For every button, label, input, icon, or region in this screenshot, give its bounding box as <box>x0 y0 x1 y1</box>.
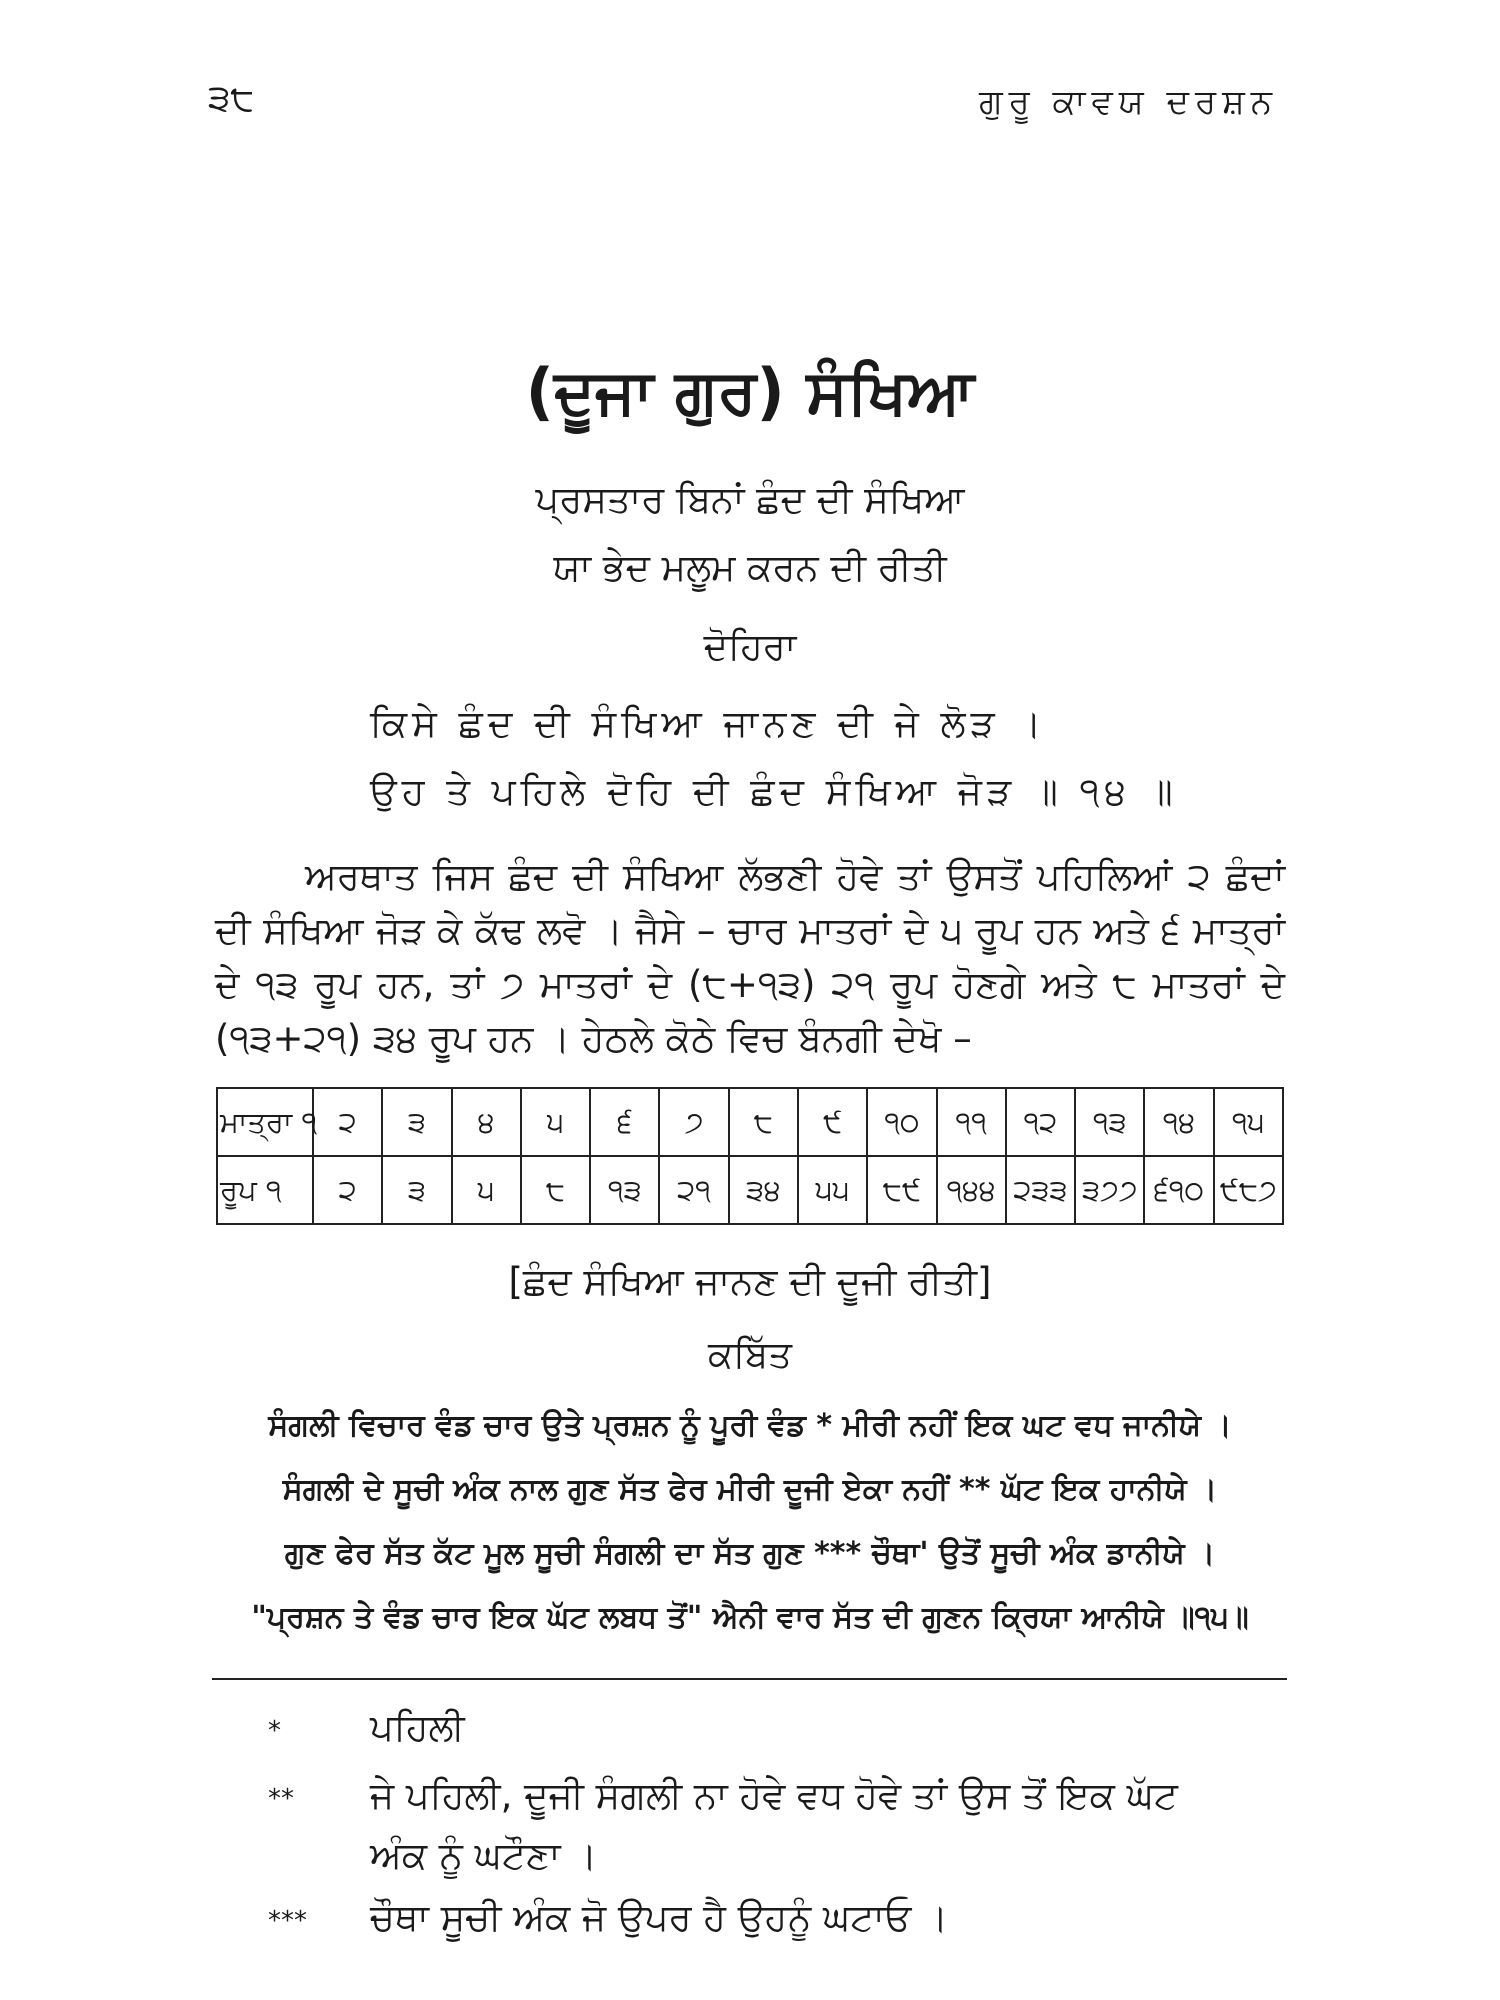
table-cell: ੨੩੩ <box>1006 1156 1075 1224</box>
kabit-line-4: "ਪ੍ਰਸ਼ਨ ਤੇ ਵੰਡ ਚਾਰ ਇਕ ਘੱਟ ਲਬਧ ਤੋਂ" ਐਨੀ ਵਾਰ ਸੱਤ ਦੀ ਗੁਣਨ ਕ੍ਰਿਯਾ ਆਨੀਯੇ ॥੧੫॥ <box>251 1600 1249 1635</box>
table-cell: ੩ <box>382 1156 451 1224</box>
table-cell: ੧੩ <box>1075 1088 1144 1156</box>
table-cell: ੬੧੦ <box>1144 1156 1213 1224</box>
dohira-heading: ਦੋਹਿਰਾ <box>703 625 797 668</box>
table-cell: ੧੫ <box>1214 1088 1283 1156</box>
page-number: ੩੮ <box>208 78 255 119</box>
table-cell: ੫ <box>521 1088 590 1156</box>
table-cell: ੨ <box>313 1088 382 1156</box>
explanation-text: ਅਰਥਾਤ ਜਿਸ ਛੰਦ ਦੀ ਸੰਖਿਆ ਲੱਭਣੀ ਹੋਵੇ ਤਾਂ ਉਸਤੋਂ ਪਹਿਲਿਆਂ ੨ ਛੰਦਾਂ ਦੀ ਸੰਖਿਆ ਜੋੜ ਕੇ ਕੱਢ ਲਵੋ । ਜੈਸੇ – ਚਾਰ ਮਾਤਰਾਂ ਦੇ ੫ ਰੂਪ ਹਨ ਅਤੇ ੬ ਮਾਤ੍ਰਾਂ ਦੇ ੧੩ ਰੂਪ ਹਨ, ਤਾਂ ੭ ਮਾਤਰਾਂ ਦੇ (੮+੧੩) ੨੧ ਰੂਪ ਹੋਣਗੇ ਅਤੇ ੮ ਮਾਤਰਾਂ ਦੇ (੧੩+੨੧) ੩੪ ਰੂਪ ਹਨ । ਹੇਠਲੇ ਕੋਠੇ ਵਿਚ ਬੰਨਗੀ ਦੇਖੋ – <box>215 855 1285 1060</box>
table-cell: ੫ <box>452 1156 521 1224</box>
cell-value: ੧ <box>301 1104 318 1139</box>
table-cell: ੧੨ <box>1006 1088 1075 1156</box>
table-cell: ੯੮੭ <box>1214 1156 1283 1224</box>
table-cell: ੨੧ <box>659 1156 728 1224</box>
matra-roop-table <box>216 1087 1284 1225</box>
row-label: ਰੂਪ <box>220 1172 257 1207</box>
explanation-paragraph <box>215 850 1285 1066</box>
table-cell: ੯ <box>798 1088 867 1156</box>
kabit-line-1: ਸੰਗਲੀ ਵਿਚਾਰ ਵੰਡ ਚਾਰ ਉਤੇ ਪ੍ਰਸ਼ਨ ਨੂੰ ਪੂਰੀ ਵੰਡ * ਮੀਰੀ ਨਹੀਂ ਇਕ ਘਟ ਵਧ ਜਾਨੀਯੇ । <box>268 1408 1232 1443</box>
table-row-matra <box>217 1088 1283 1156</box>
footnote-mark: * <box>268 1716 281 1746</box>
table-cell: ੧੩ <box>590 1156 659 1224</box>
dohira-line-2: ਉਹ ਤੇ ਪਹਿਲੇ ਦੋਹਿ ਦੀ ਛੰਦ ਸੰਖਿਆ ਜੋੜ ॥ ੧੪ ॥ <box>370 770 1178 813</box>
dohira-line-1: ਕਿਸੇ ਛੰਦ ਦੀ ਸੰਖਿਆ ਜਾਨਣ ਦੀ ਜੇ ਲੋੜ । <box>370 702 1047 745</box>
table-cell: ੧੦ <box>867 1088 936 1156</box>
footnote-divider <box>212 1678 1287 1680</box>
kabit-line-2: ਸੰਗਲੀ ਦੇ ਸੂਚੀ ਅੰਕ ਨਾਲ ਗੁਣ ਸੱਤ ਫੇਰ ਮੀਰੀ ਦੂਜੀ ਏਕਾ ਨਹੀਂ ** ਘੱਟ ਇਕ ਹਾਨੀਯੇ । <box>282 1472 1218 1507</box>
table-cell: ੫੫ <box>798 1156 867 1224</box>
footnote-text: ਪਹਿਲੀ <box>370 1706 465 1749</box>
table-cell: ੧੧ <box>937 1088 1006 1156</box>
footnote-text: ਚੌਥਾ ਸੂਚੀ ਅੰਕ ਜੋ ਉਪਰ ਹੈ ਉਹਨੂੰ ਘਟਾਓ । <box>370 1896 949 1939</box>
table-cell: ੬ <box>590 1088 659 1156</box>
kabit-heading: ਕਬਿੱਤ <box>708 1333 792 1376</box>
table-cell: ੩ <box>382 1088 451 1156</box>
table-cell: ੪ <box>452 1088 521 1156</box>
footnote-text-continued: ਅੰਕ ਨੂੰ ਘਟੌਣਾ । <box>370 1834 598 1877</box>
second-method-heading: [ਛੰਦ ਸੰਖਿਆ ਜਾਨਣ ਦੀ ਦੂਜੀ ਰੀਤੀ] <box>508 1260 992 1303</box>
table-cell: ੧੪੪ <box>937 1156 1006 1224</box>
subtitle-line-1: ਪ੍ਰਸਤਾਰ ਬਿਨਾਂ ਛੰਦ ਦੀ ਸੰਖਿਆ <box>535 478 965 521</box>
table-cell: ੩੭੭ <box>1075 1156 1144 1224</box>
footnote-text: ਜੇ ਪਹਿਲੀ, ਦੂਜੀ ਸੰਗਲੀ ਨਾ ਹੋਵੇ ਵਧ ਹੋਵੇ ਤਾਂ ਉਸ ਤੋਂ ਇਕ ਘੱਟ <box>370 1774 1178 1817</box>
table-cell: ੨ <box>313 1156 382 1224</box>
running-header-title: ਗੁਰੂ ਕਾਵਯ ਦਰਸ਼ਨ <box>979 82 1278 122</box>
table-cell: ੮੯ <box>867 1156 936 1224</box>
footnote-mark: ** <box>268 1784 294 1814</box>
footnote-mark: *** <box>268 1906 307 1936</box>
subtitle-line-2: ਯਾ ਭੇਦ ਮਲੂਮ ਕਰਨ ਦੀ ਰੀਤੀ <box>553 546 947 589</box>
table-cell <box>217 1088 318 1156</box>
row-label: ਮਾਤ੍ਰਾ <box>220 1104 293 1139</box>
table-cell: ੭ <box>659 1088 728 1156</box>
table-cell: ੮ <box>521 1156 590 1224</box>
table-cell: ੩੪ <box>729 1156 798 1224</box>
table-row-roop <box>217 1156 1283 1224</box>
table-cell <box>217 1156 313 1224</box>
table-cell: ੮ <box>729 1088 798 1156</box>
kabit-line-3: ਗੁਣ ਫੇਰ ਸੱਤ ਕੱਟ ਮੂਲ ਸੂਚੀ ਸੰਗਲੀ ਦਾ ਸੱਤ ਗੁਣ *** ਚੌਥਾ' ਉਤੋਂ ਸੂਚੀ ਅੰਕ ਡਾਨੀਯੇ । <box>284 1536 1216 1571</box>
chapter-title: (ਦੂਜਾ ਗੁਰ) ਸੰਖਿਆ <box>525 355 975 428</box>
table-cell: ੧੪ <box>1144 1088 1213 1156</box>
cell-value: ੧ <box>265 1172 282 1207</box>
